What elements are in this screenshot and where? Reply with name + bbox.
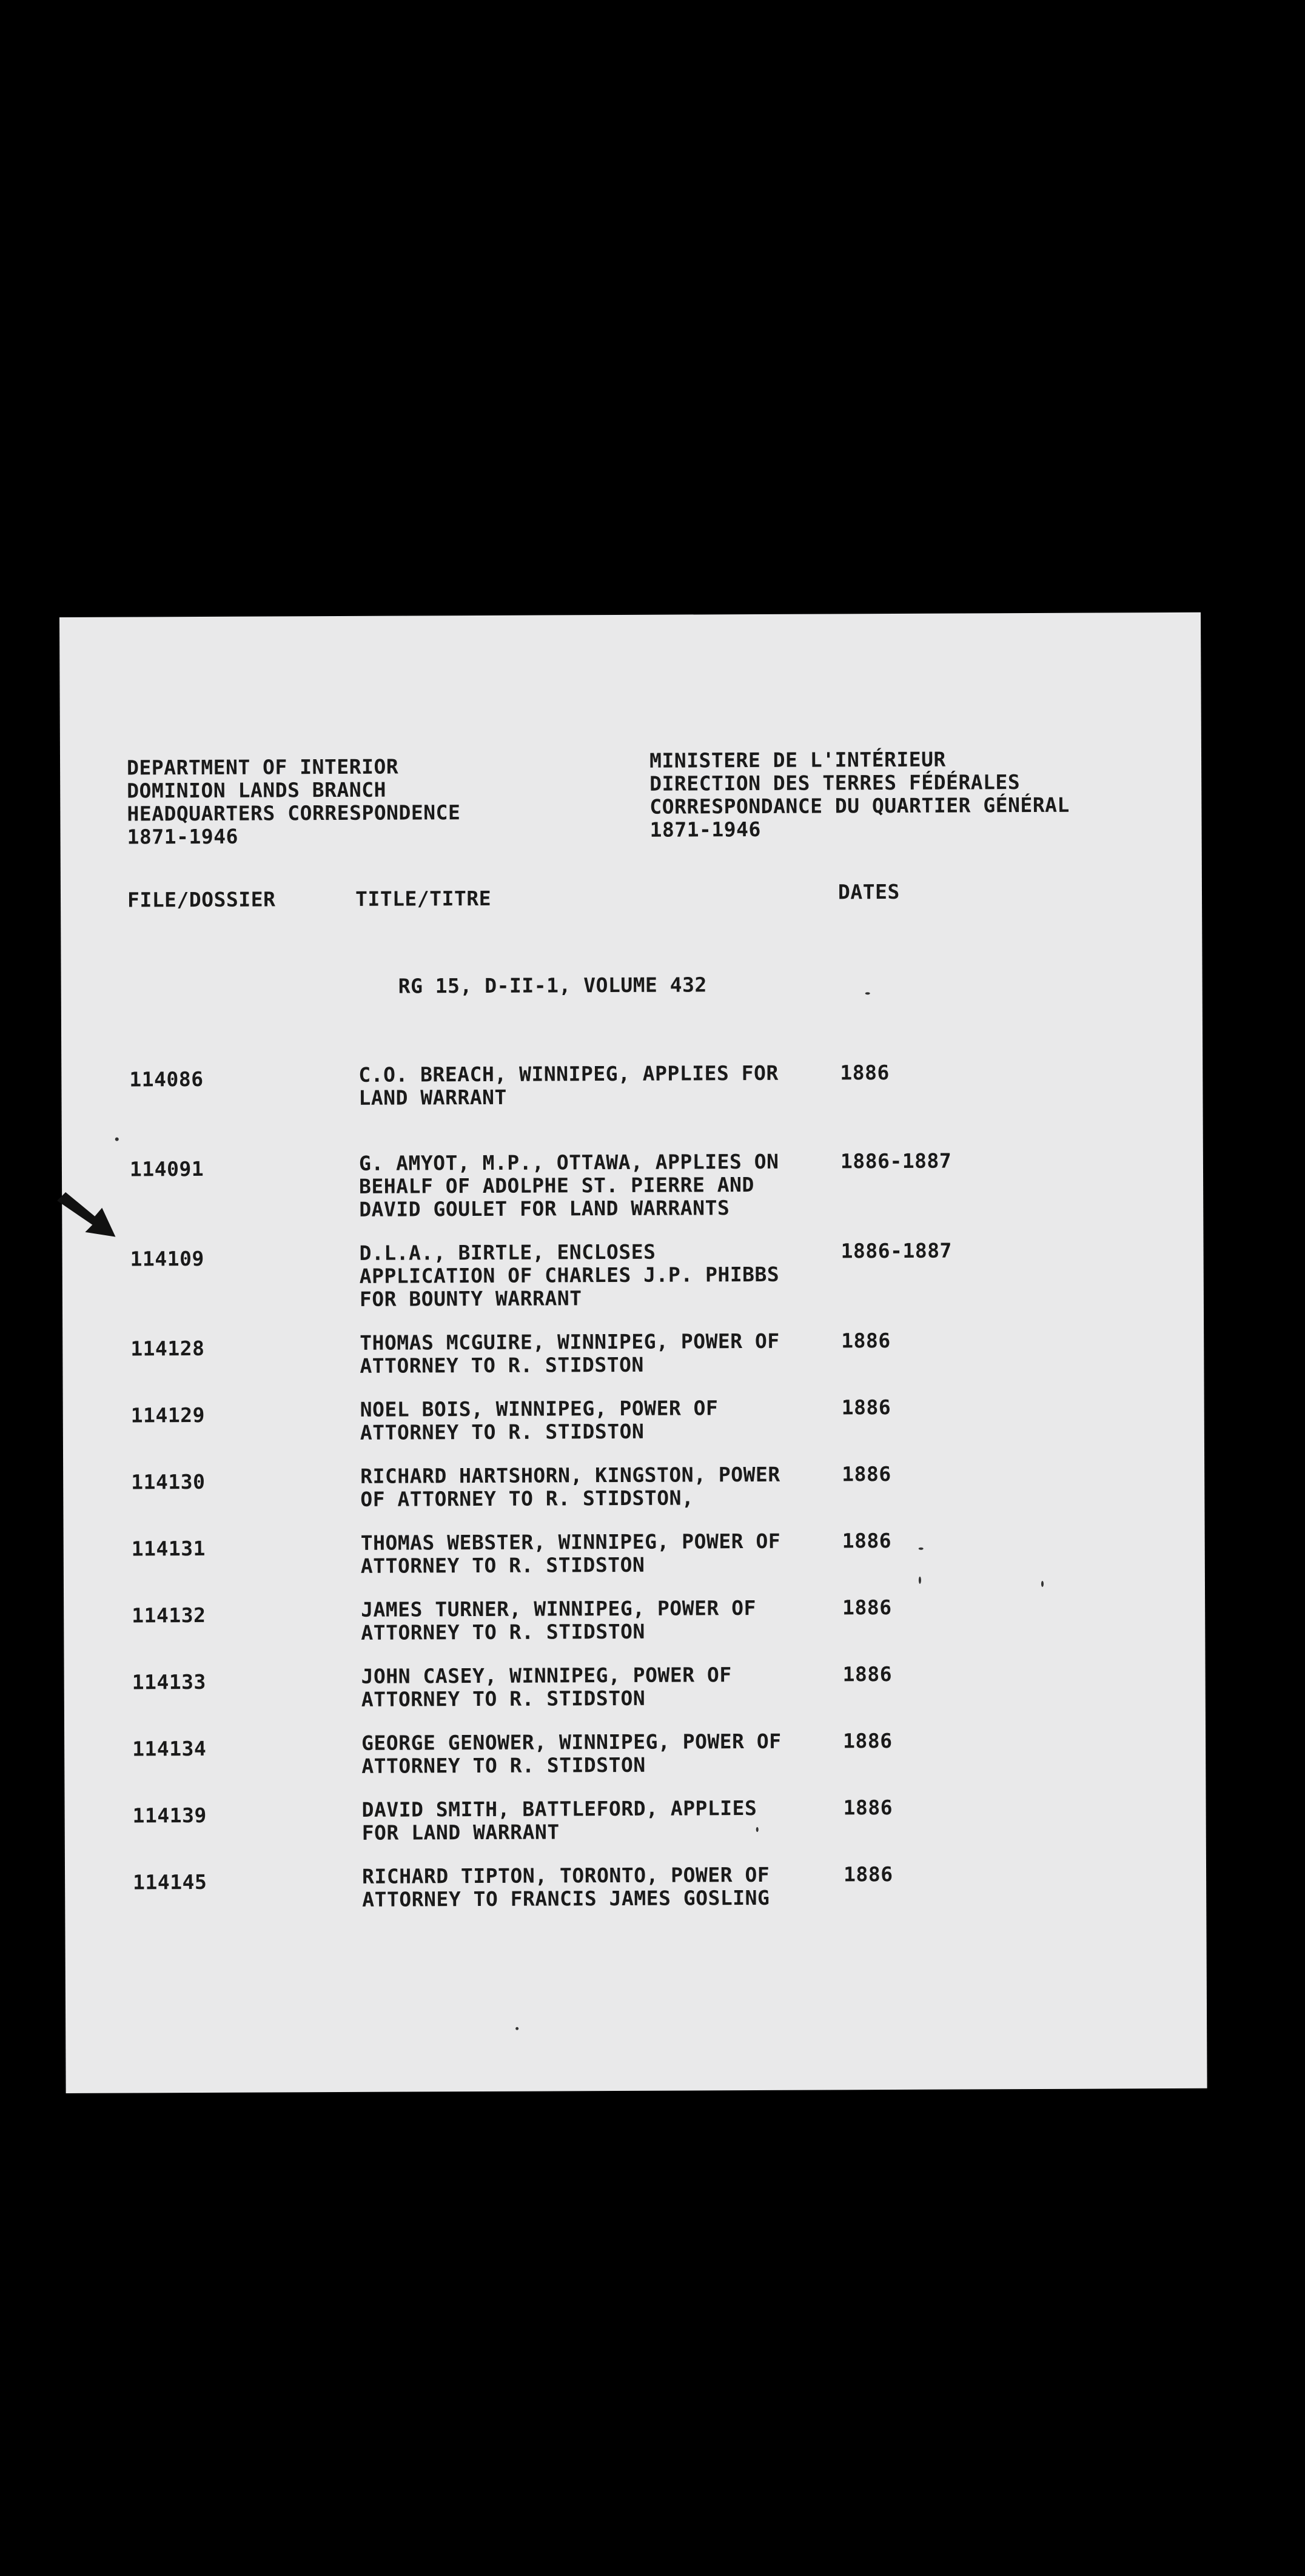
entry-title-line: DAVID SMITH, BATTLEFORD, APPLIES <box>361 1796 757 1822</box>
entry-title <box>362 1797 757 1845</box>
header-english <box>127 755 461 848</box>
entry-title-line: FOR BOUNTY WARRANT <box>359 1286 582 1311</box>
entry-title <box>360 1330 780 1378</box>
entry-file-number: 114132 <box>132 1603 206 1628</box>
volume-reference: RG 15, D-II-1, VOLUME 432 <box>398 973 707 998</box>
header-english-line3: HEADQUARTERS CORRESPONDENCE <box>127 800 461 826</box>
entry-title-line: ATTORNEY TO FRANCIS JAMES GOSLING <box>362 1885 770 1911</box>
entry-title-line: RICHARD HARTSHORN, KINGSTON, POWER <box>360 1462 780 1488</box>
entry-file-number: 114134 <box>132 1736 207 1761</box>
dust-speck <box>756 1827 759 1832</box>
entry-title-line: OF ATTORNEY TO R. STIDSTON, <box>360 1486 694 1511</box>
entry-dates: 1886-1887 <box>840 1238 952 1263</box>
entry-title-line: C.O. BREACH, WINNIPEG, APPLIES FOR <box>358 1061 779 1087</box>
entry-file-number: 114109 <box>130 1246 204 1271</box>
entry-dates: 1886 <box>842 1662 893 1686</box>
entry-title <box>360 1463 780 1511</box>
entry-title-line: JOHN CASEY, WINNIPEG, POWER OF <box>361 1663 732 1688</box>
header-french-line2: DIRECTION DES TERRES FÉDÉRALES <box>649 770 1021 796</box>
pointer-arrow-icon <box>57 1190 124 1244</box>
entry-title <box>360 1397 719 1444</box>
entry-title-line: THOMAS WEBSTER, WINNIPEG, POWER OF <box>360 1529 781 1555</box>
header-english-line4: 1871-1946 <box>127 824 238 849</box>
entry-dates: 1886 <box>843 1796 893 1820</box>
entry-title-line: D.L.A., BIRTLE, ENCLOSES <box>359 1239 656 1265</box>
entry-title-line: LAND WARRANT <box>358 1085 507 1110</box>
entry-title-line: ATTORNEY TO R. STIDSTON <box>360 1552 645 1578</box>
dust-speck <box>865 992 870 995</box>
header-french-line3: CORRESPONDANCE DU QUARTIER GÉNÉRAL <box>649 793 1070 819</box>
entry-file-number: 114128 <box>130 1336 205 1361</box>
entry-file-number: 114131 <box>131 1536 206 1561</box>
entry-file-number: 114091 <box>129 1156 204 1181</box>
entry-dates: 1886 <box>840 1061 890 1085</box>
entry-title-line: NOEL BOIS, WINNIPEG, POWER OF <box>360 1396 719 1421</box>
entry-file-number: 114145 <box>133 1870 207 1894</box>
dust-speck <box>515 2027 518 2030</box>
entry-title <box>359 1150 779 1221</box>
entry-file-number: 114086 <box>129 1067 204 1092</box>
entry-title <box>361 1597 756 1645</box>
header-english-line1: DEPARTMENT OF INTERIOR <box>126 754 399 780</box>
entry-title-line: ATTORNEY TO R. STIDSTON <box>361 1619 645 1645</box>
entry-title-line: ATTORNEY TO R. STIDSTON <box>361 1753 646 1778</box>
entry-title-line: ATTORNEY TO R. STIDSTON <box>361 1686 646 1711</box>
dust-speck <box>115 1138 119 1141</box>
dust-speck <box>919 1548 924 1550</box>
column-header-dates: DATES <box>837 879 900 904</box>
entry-title <box>358 1062 779 1110</box>
entry-file-number: 114129 <box>130 1403 206 1427</box>
entry-file-number: 114133 <box>132 1669 206 1694</box>
header-french-line1: MINISTERE DE L'INTÉRIEUR <box>649 747 946 773</box>
entry-dates: 1886 <box>842 1595 892 1620</box>
entry-title-line: GEORGE GENOWER, WINNIPEG, POWER OF <box>361 1729 782 1755</box>
entry-title <box>361 1663 732 1711</box>
entry-title-line: BEHALF OF ADOLPHE ST. PIERRE AND <box>359 1173 754 1198</box>
entry-dates: 1886 <box>841 1329 891 1353</box>
entry-dates: 1886 <box>842 1529 892 1553</box>
entry-title <box>359 1240 779 1311</box>
entry-title <box>361 1530 781 1578</box>
header-english-line2: DOMINION LANDS BRANCH <box>127 777 387 803</box>
dust-speck <box>1041 1581 1044 1587</box>
entry-title-line: ATTORNEY TO R. STIDSTON <box>360 1419 645 1444</box>
entry-title <box>361 1730 782 1778</box>
entry-title-line: RICHARD TIPTON, TORONTO, POWER OF <box>361 1862 770 1888</box>
entry-dates: 1886-1887 <box>840 1149 952 1173</box>
entry-title-line: APPLICATION OF CHARLES J.P. PHIBBS <box>359 1262 780 1288</box>
entry-title-line: FOR LAND WARRANT <box>361 1820 560 1845</box>
entry-title-line: THOMAS MCGUIRE, WINNIPEG, POWER OF <box>360 1329 780 1355</box>
dust-speck <box>919 1577 921 1584</box>
header-french-line4: 1871-1946 <box>649 817 761 842</box>
header-french <box>649 748 1070 842</box>
entry-title <box>362 1863 770 1911</box>
entry-title-line: JAMES TURNER, WINNIPEG, POWER OF <box>361 1596 756 1622</box>
column-header-file: FILE/DOSSIER <box>127 887 276 912</box>
entry-title-line: DAVID GOULET FOR LAND WARRANTS <box>359 1196 730 1221</box>
entry-file-number: 114130 <box>131 1469 206 1494</box>
entry-file-number: 114139 <box>132 1803 207 1828</box>
entry-dates: 1886 <box>843 1862 893 1887</box>
entry-dates: 1886 <box>841 1395 891 1420</box>
column-header-title: TITLE/TITRE <box>355 886 492 911</box>
entry-title-line: ATTORNEY TO R. STIDSTON <box>360 1352 644 1378</box>
entry-title-line: G. AMYOT, M.P., OTTAWA, APPLIES ON <box>358 1149 779 1175</box>
entry-dates: 1886 <box>843 1729 893 1753</box>
document-page <box>59 612 1207 2093</box>
entry-dates: 1886 <box>842 1462 891 1486</box>
